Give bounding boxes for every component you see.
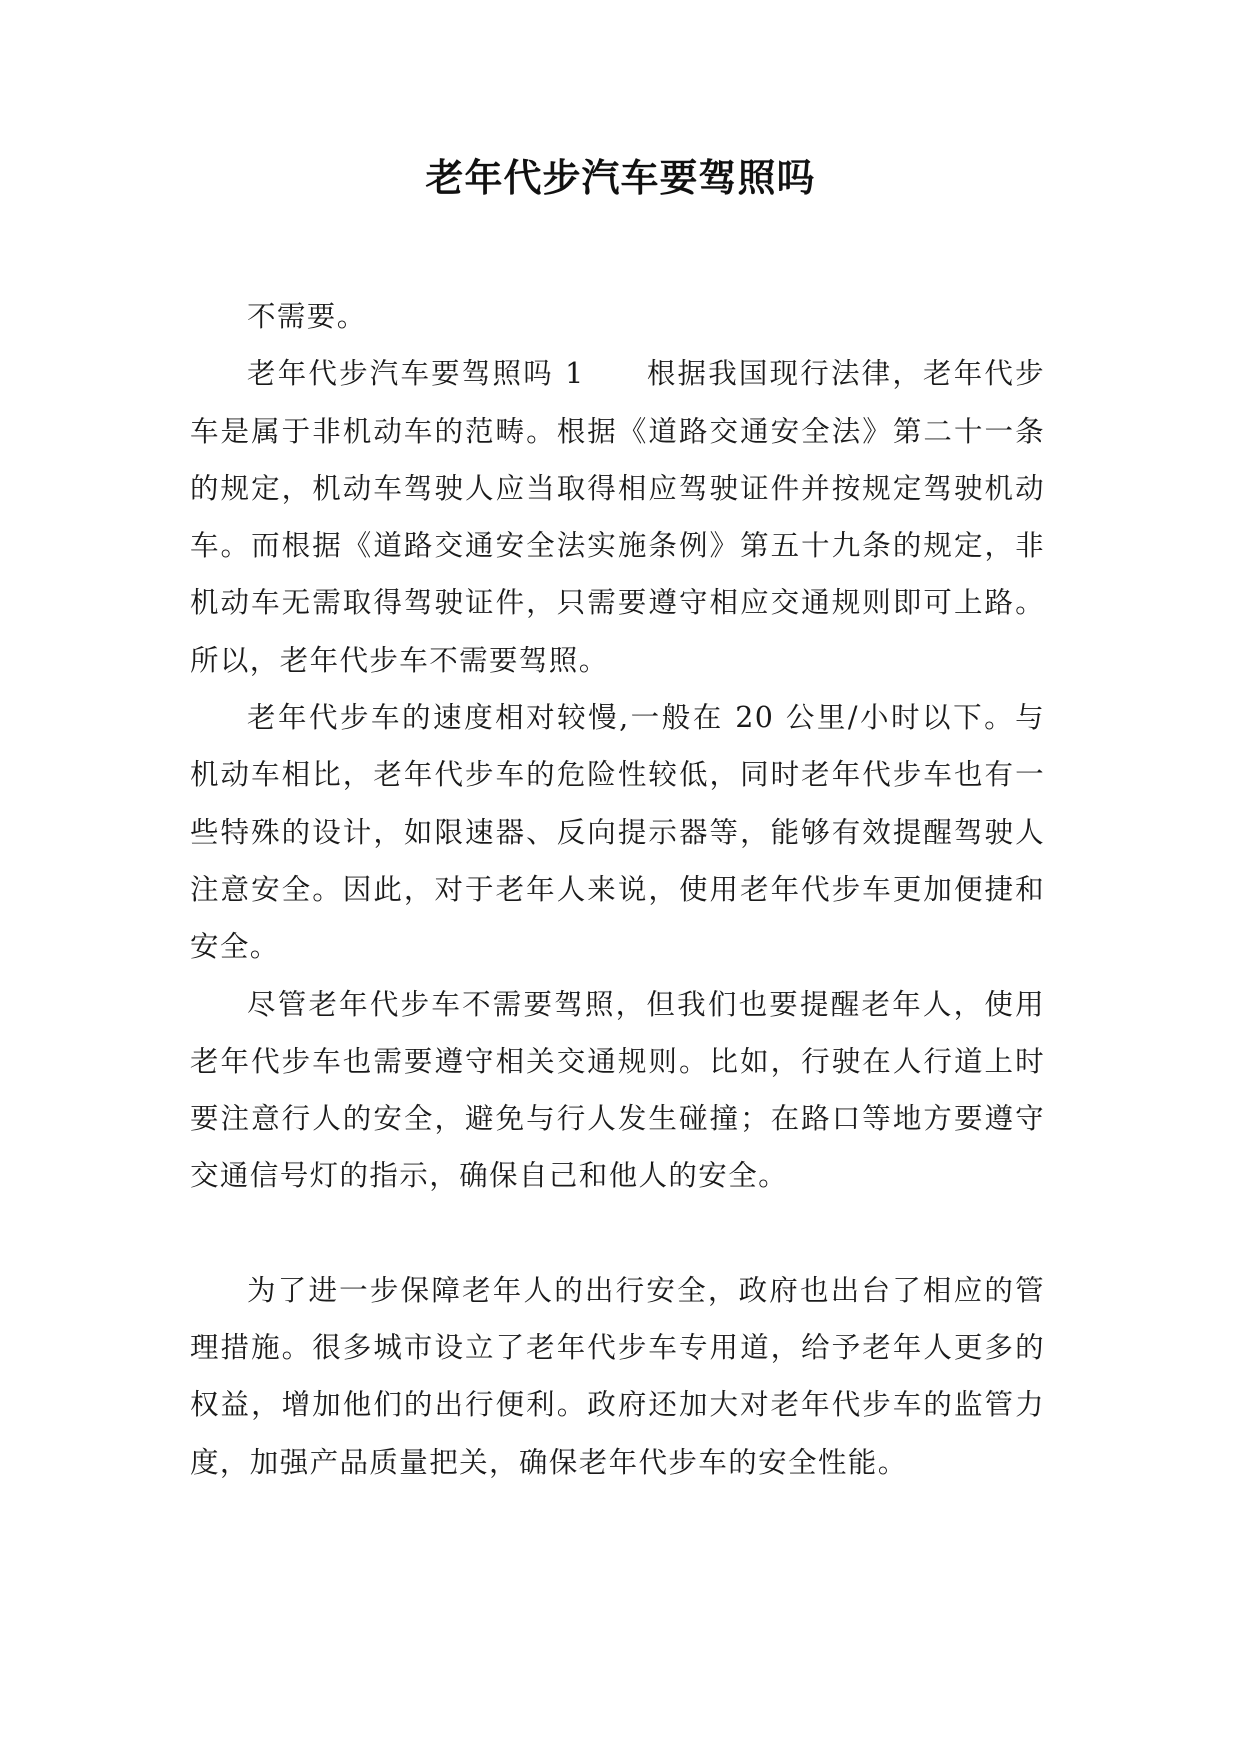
document-body: [190, 288, 1045, 1491]
paragraph-speed-safety: 老年代步车的速度相对较慢,一般在 20 公里/小时以下。与机动车相比，老年代步车的危险性较低，同时老年代步车也有一些特殊的设计，如限速器、反向提示器等，能够有效提醒驾驶人注意安全。因此，对于老年人来说，使用老年代步车更加便捷和安全。: [190, 701, 1045, 964]
paragraph-traffic-rules: 尽管老年代步车不需要驾照，但我们也要提醒老年人，使用老年代步车也需要遵守相关交通规则。比如，行驶在人行道上时要注意行人的安全，避免与行人发生碰撞；在路口等地方要遵守交通信号灯的指示，确保自己和他人的安全。: [190, 987, 1045, 1193]
document-title: 老年代步汽车要驾照吗: [425, 155, 816, 200]
paragraph-government-measures: 为了进一步保障老年人的出行安全，政府也出台了相应的管理措施。很多城市设立了老年代步车专用道，给予老年人更多的权益，增加他们的出行便利。政府还加大对老年代步车的监管力度，加强产品质量把关，确保老年代步车的安全性能。: [190, 1273, 1045, 1479]
paragraph-legal-basis: 老年代步汽车要驾照吗 1 根据我国现行法律，老年代步车是属于非机动车的范畴。根据《道路交通安全法》第二十一条的规定，机动车驾驶人应当取得相应驾驶证件并按规定驾驶机动车。而根据《道路交通安全法实施条例》第五十九条的规定，非机动车无需取得驾驶证件，只需要遵守相应交通规则即可上路。所以，老年代步车不需要驾照。: [190, 357, 1045, 677]
paragraph-answer: 不需要。: [247, 300, 367, 333]
